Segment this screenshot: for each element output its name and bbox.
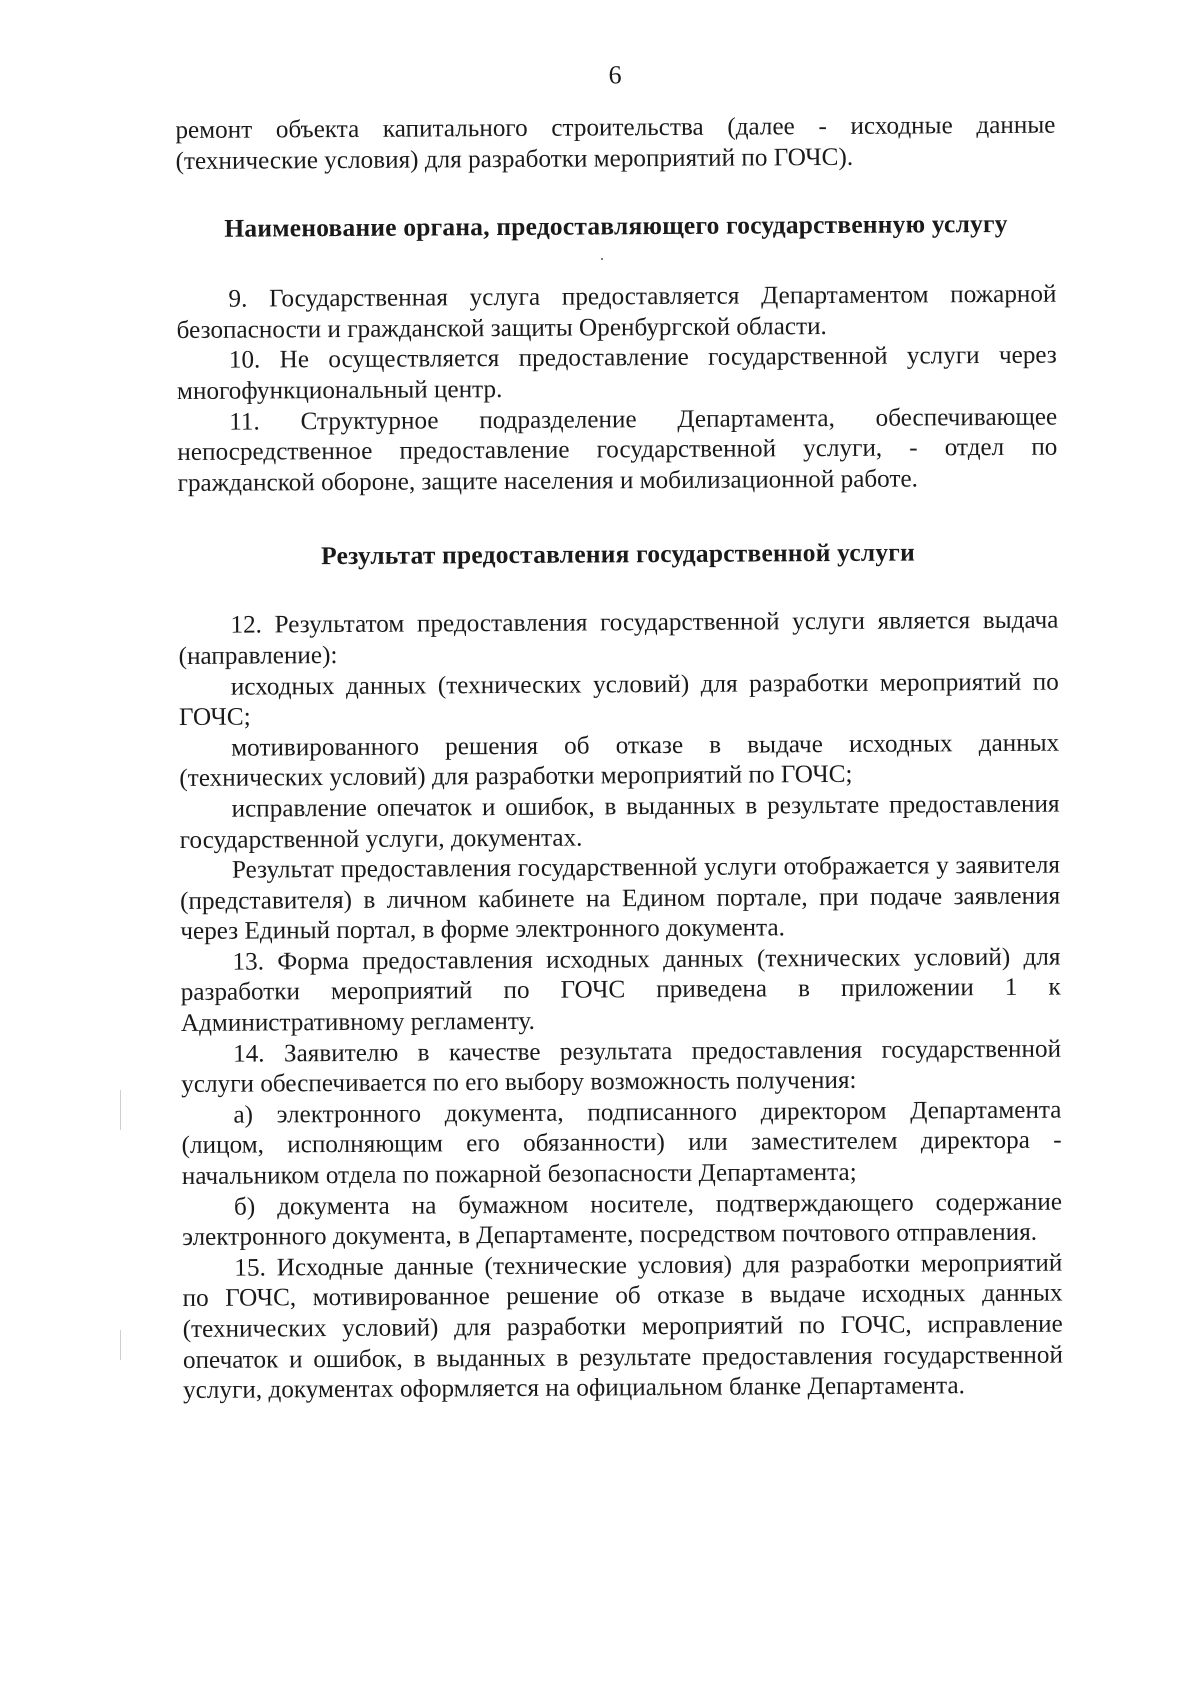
result-item-source-data: исходных данных (технических условий) для разработки мероприятий по ГОЧС; <box>178 668 1059 732</box>
paragraph-10: 10. Не осуществляется предоставление государственной услуги через многофункциональный центр. <box>176 341 1057 405</box>
section-heading-authority: Наименование органа, предоставляющего государственную услугу <box>224 209 1008 243</box>
result-item-refusal: мотивированного решения об отказе в выдаче исходных данных (технических условий) для разработки мероприятий по ГОЧС; <box>179 729 1060 793</box>
paragraph-15: 15. Исходные данные (технические условия) для разработки мероприятий по ГОЧС, мотивированное решение об отказе в выдаче исходных данных (технических условий) для разработки мероприятий по ГОЧС, исправление опечаток и ошибок, в выданных в результате предоставления государственной услуги, документах оформляется на официальном бланке Департамента. <box>182 1249 1063 1405</box>
page-number: 6 <box>608 60 622 90</box>
paragraph-14-b: б) документа на бумажном носителе, подтверждающего содержание электронного документа, в Департаменте, посредством почтового отправления. <box>182 1188 1063 1252</box>
paragraph-14-a: а) электронного документа, подписанного директором Департамента (лицом, исполняющим его обязанности) или заместителем директора - начальником отдела по пожарной безопасности Департамента; <box>181 1096 1062 1191</box>
paragraph-9: 9. Государственная услуга предоставляется Департаментом пожарной безопасности и гражданской защиты Оренбургской области. <box>176 280 1057 344</box>
section-heading-result: Результат предоставления государственной услуги <box>320 537 916 571</box>
paragraph-11: 11. Структурное подразделение Департамента, обеспечивающее непосредственное предоставление государственной услуги, - отдел по гражданской обороне, защите населения и мобилизационной работе. <box>177 403 1058 497</box>
scan-margin-mark <box>120 1090 121 1130</box>
result-display-paragraph: Результат предоставления государственной услуги отображается у заявителя (представителя) в личном кабинете на Едином портале, при подаче заявления через Единый портал, в форме электронного документа. <box>180 851 1061 946</box>
intro-paragraph: ремонт объекта капитального строительства (далее - исходные данные (технические условия) для разработки мероприятий по ГОЧС). <box>175 111 1056 175</box>
page-content <box>175 57 1063 1407</box>
paragraph-13: 13. Форма предоставления исходных данных (технических условий) для разработки мероприятий по ГОЧС приведена в приложении 1 к Административному регламенту. <box>180 943 1061 1038</box>
result-item-corrections: исправление опечаток и ошибок, в выданных в результате предоставления государственной услуги, документах. <box>179 790 1060 854</box>
scan-margin-mark <box>120 1330 121 1360</box>
paragraph-12: 12. Результатом предоставления государственной услуги является выдача (направление): <box>178 606 1059 670</box>
scan-speck <box>601 258 603 260</box>
paragraph-14: 14. Заявителю в качестве результата предоставления государственной услуги обеспечивается по его выбору возможность получения: <box>181 1035 1062 1099</box>
